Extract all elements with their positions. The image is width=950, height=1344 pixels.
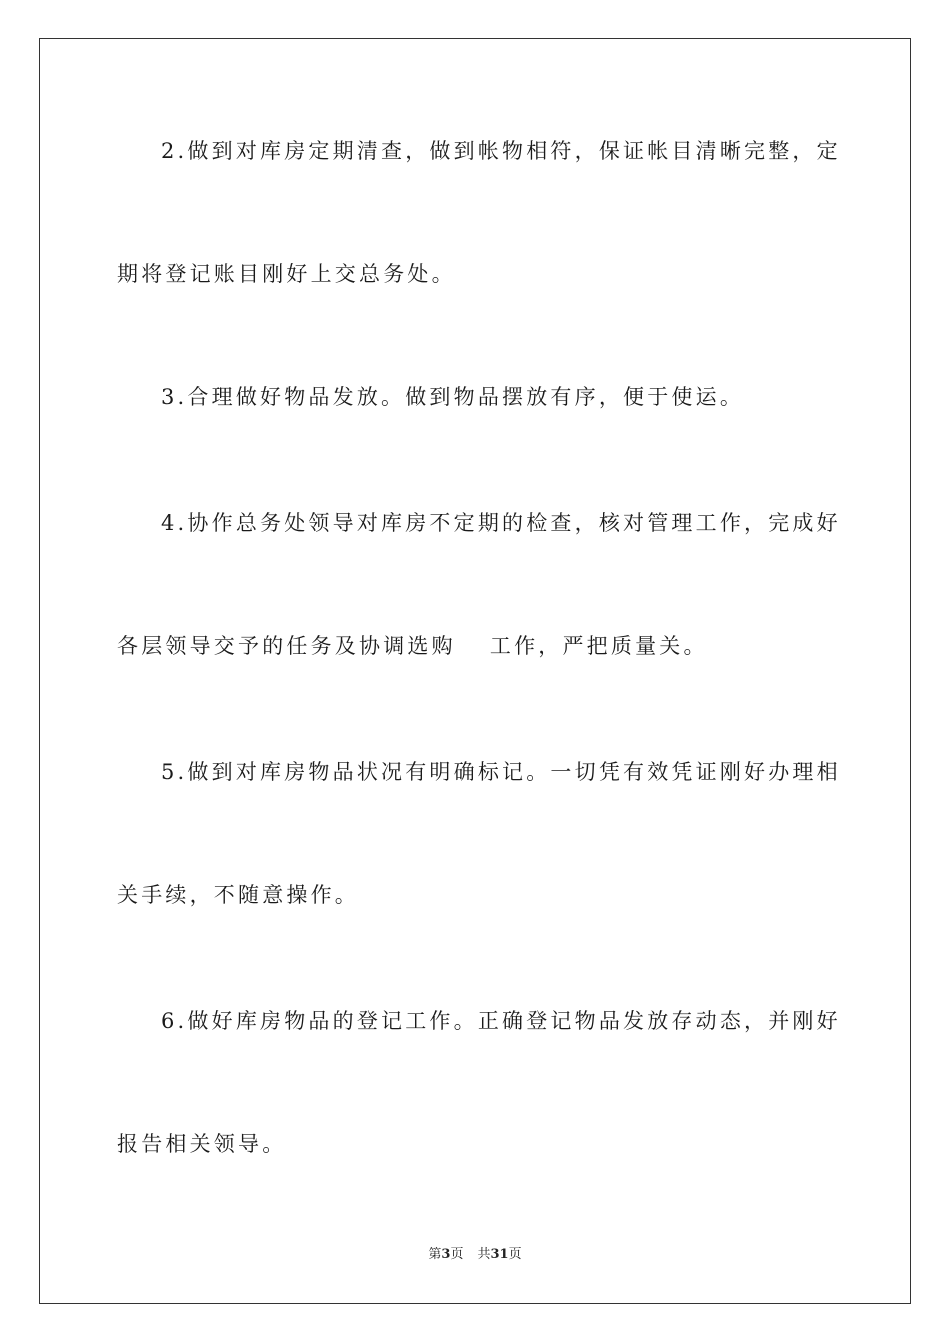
total-prefix: 共 <box>477 1247 491 1262</box>
paragraph-2-line-2: 期将登记账目刚好上交总务处。 <box>117 262 456 286</box>
paragraph-5-line-2: 关手续，不随意操作。 <box>117 883 359 907</box>
paragraph-5-line-1: 5.做到对库房物品状况有明确标记。一切凭有效凭证刚好办理相 <box>161 760 841 784</box>
paragraph-3-line-1: 3.合理做好物品发放。做到物品摆放有序，便于使运。 <box>161 385 745 409</box>
paragraph-4-line-1: 4.协作总务处领导对库房不定期的检查，核对管理工作，完成好 <box>161 511 841 535</box>
page-footer <box>0 1246 950 1264</box>
page-prefix: 第 <box>428 1247 442 1262</box>
paragraph-6-line-2: 报告相关领导。 <box>117 1132 287 1156</box>
total-suffix: 页 <box>508 1247 522 1262</box>
page-suffix: 页 <box>450 1247 464 1262</box>
page-border <box>39 38 911 1304</box>
page-current: 3 <box>441 1247 451 1262</box>
page-total: 31 <box>490 1247 509 1262</box>
paragraph-6-line-1: 6.做好库房物品的登记工作。正确登记物品发放存动态，并刚好 <box>161 1009 841 1033</box>
paragraph-4-line-2: 各层领导交予的任务及协调选购 工作，严把质量关。 <box>117 634 708 658</box>
paragraph-2-line-1: 2.做到对库房定期清查，做到帐物相符，保证帐目清晰完整，定 <box>161 139 841 163</box>
